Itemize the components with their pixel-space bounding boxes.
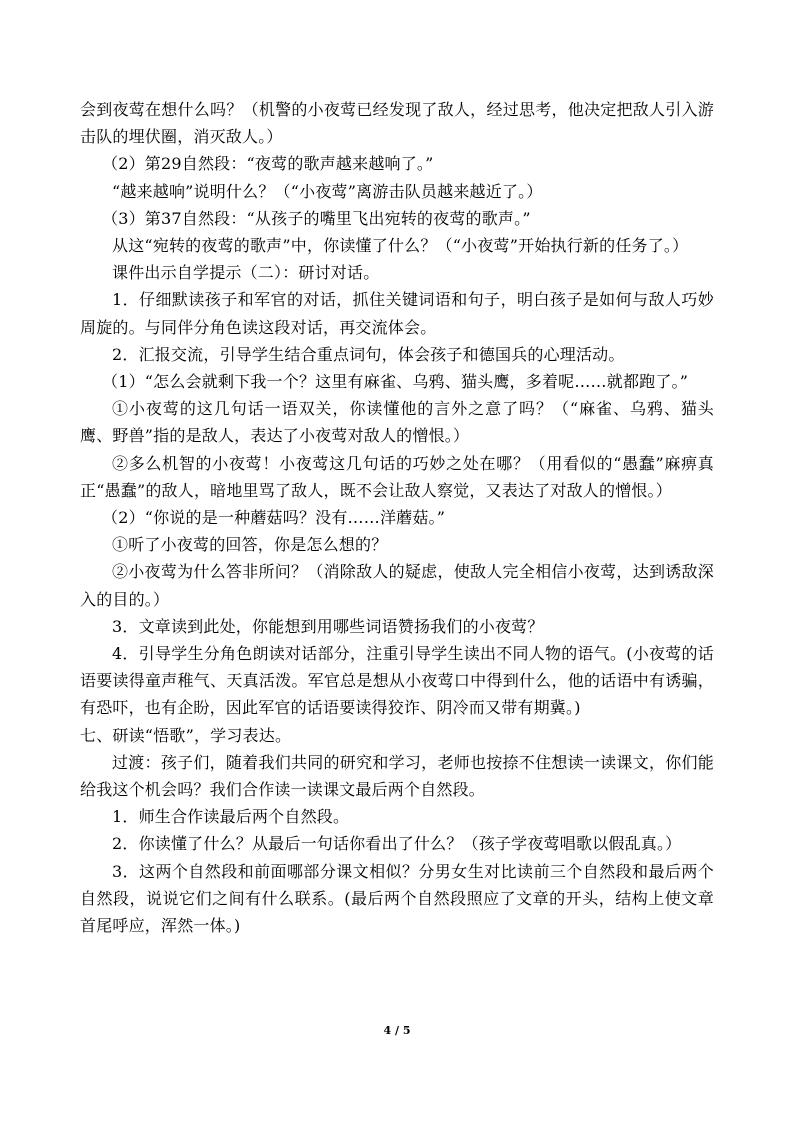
paragraph: 1．仔细默读孩子和军官的对话，抓住关键词语和句子，明白孩子是如何与敌人巧妙周旋的。与同伴分角色读这段对话，再交流体会。 <box>80 290 714 337</box>
paragraph: 2．汇报交流，引导学生结合重点词句，体会孩子和德国兵的心理活动。 <box>112 344 625 364</box>
paragraph: 课件出示自学提示（二）：研讨对话。 <box>112 263 380 283</box>
page-number: 4 / 5 <box>383 1024 411 1037</box>
paragraph: （2）“你说的是一种蘑菇吗？没有……洋蘑菇。” <box>102 508 446 528</box>
paragraph: 1．师生合作读最后两个自然段。 <box>112 807 350 827</box>
paragraph: 从这“宛转的夜莺的歌声”中，你读懂了什么？（“小夜莺”开始执行新的任务了。） <box>112 236 689 256</box>
paragraph: ②多么机智的小夜莺！小夜莺这几句话的巧妙之处在哪？（用看似的“愚蠢”麻痹真正“愚蠢”的敌人，暗地里骂了敌人，既不会让敌人察觉，又表达了对敌人的憎恨。） <box>80 453 714 500</box>
paragraph: 2．你读懂了什么？从最后一句话你看出了什么？（孩子学夜莺唱歌以假乱真。） <box>112 834 682 854</box>
paragraph: 3．文章读到此处，你能想到用哪些词语赞扬我们的小夜莺？ <box>112 616 544 636</box>
paragraph: 3．这两个自然段和前面哪部分课文相似？分男女生对比读前三个自然段和最后两个自然段，说说它们之间有什么联系。(最后两个自然段照应了文章的开头，结构上使文章首尾呼应，浑然一体。) <box>80 861 714 936</box>
section-heading: 七、研读“悟歌”，学习表达。 <box>80 725 292 745</box>
paragraph: “越来越响”说明什么？（“小夜莺”离游击队员越来越近了。） <box>112 181 543 201</box>
paragraph: 4．引导学生分角色朗读对话部分，注重引导学生读出不同人物的语气。(小夜莺的话语要读得童声稚气、天真活泼。军官总是想从小夜莺口中得到什么，他的话语中有诱骗，有恐吓，也有企盼，因此军官的话语要读得狡诈、阴冷而又带有期冀。) <box>80 644 714 718</box>
paragraph: ②小夜莺为什么答非所问？（消除敌人的疑虑，使敌人完全相信小夜莺，达到诱敌深入的目的。） <box>80 562 714 609</box>
paragraph: ①小夜莺的这几句话一语双关，你读懂他的言外之意了吗？（“麻雀、乌鸦、猫头鹰、野兽”指的是敌人，表达了小夜莺对敌人的憎恨。） <box>80 399 714 446</box>
paragraph: ①听了小夜莺的回答，你是怎么想的？ <box>112 535 388 555</box>
paragraph: 会到夜莺在想什么吗？（机警的小夜莺已经发现了敌人，经过思考，他决定把敌人引入游击队的埋伏圈，消灭敌人。） <box>80 100 714 147</box>
paragraph: （2）第29自然段：“夜莺的歌声越来越响了。” <box>102 154 434 174</box>
paragraph: 过渡：孩子们，随着我们共同的研究和学习，老师也按捺不住想读一读课文，你们能给我这个机会吗？我们合作读一读课文最后两个自然段。 <box>80 752 714 800</box>
paragraph: （3）第37自然段：“从孩子的嘴里飞出宛转的夜莺的歌声。” <box>102 208 531 228</box>
paragraph: （1）“怎么会就剩下我一个？这里有麻雀、乌鸦、猫头鹰，多着呢……就都跑了。” <box>102 372 689 392</box>
document-body <box>80 96 714 939</box>
